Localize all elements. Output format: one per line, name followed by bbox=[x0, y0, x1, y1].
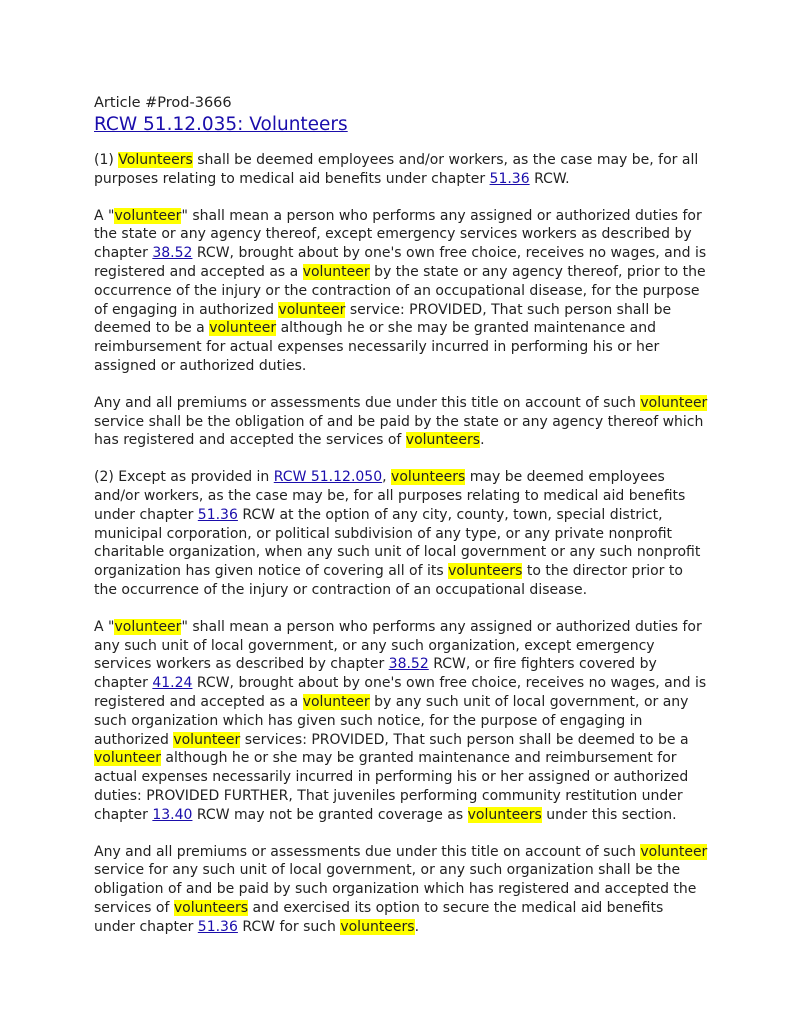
paragraph bbox=[94, 468, 708, 600]
text-segment: RCW, or fire fighters covered by chapter bbox=[94, 656, 657, 692]
text-segment: , bbox=[382, 469, 392, 486]
highlighted-term: volunteers bbox=[467, 806, 542, 823]
text-segment: service shall be the obligation of and be paid by the state or any agency thereof which has registered and accepted the services of bbox=[94, 413, 704, 449]
rcw-link[interactable]: 38.52 bbox=[152, 245, 193, 262]
article-title-link[interactable]: RCW 51.12.035: Volunteers bbox=[94, 114, 348, 135]
text-segment: " shall mean a person who performs any assigned or authorized duties for the state or any agency thereof, except emergency services workers as described by chapter bbox=[94, 207, 702, 262]
highlighted-term: volunteer bbox=[114, 618, 182, 635]
text-segment: . bbox=[414, 918, 420, 935]
highlighted-term: volunteer bbox=[302, 263, 370, 280]
highlighted-term: volunteers bbox=[173, 899, 249, 916]
rcw-link[interactable]: 51.36 bbox=[197, 506, 238, 523]
highlighted-term: volunteer bbox=[640, 394, 708, 411]
text-segment: services: PROVIDED, That such person shall be deemed to be a bbox=[240, 731, 689, 748]
text-segment: RCW. bbox=[529, 170, 570, 187]
paragraph bbox=[94, 207, 708, 376]
text-segment: RCW may not be granted coverage as bbox=[192, 806, 468, 823]
paragraph bbox=[94, 151, 708, 189]
text-segment: Any and all premiums or assessments due under this title on account of such bbox=[94, 394, 641, 411]
highlighted-term: volunteer bbox=[94, 750, 161, 767]
text-segment: shall be deemed employees and/or workers, as the case may be, for all purposes relating to medical aid benefits under chapter bbox=[94, 152, 699, 187]
text-segment: under this section. bbox=[541, 806, 677, 823]
text-segment: A " bbox=[94, 207, 115, 224]
rcw-link[interactable]: 51.36 bbox=[489, 170, 530, 187]
document-page bbox=[94, 94, 708, 954]
text-segment: service for any such unit of local government, or any such organization shall be the obligation of and be paid by such organization which has registered and accepted the services of bbox=[94, 862, 697, 916]
text-segment: A " bbox=[94, 618, 115, 635]
text-segment: and exercised its option to secure the medical aid benefits under chapter bbox=[94, 899, 664, 935]
rcw-link[interactable]: 51.36 bbox=[197, 918, 238, 935]
rcw-link[interactable]: 41.24 bbox=[152, 675, 193, 692]
text-segment: although he or she may be granted maintenance and reimbursement for actual expenses necessarily incurred in performing his or her assigned or authorized duties. bbox=[94, 320, 660, 374]
rcw-link[interactable]: 38.52 bbox=[388, 656, 429, 673]
rcw-link[interactable]: 13.40 bbox=[152, 806, 193, 823]
text-segment: RCW, brought about by one's own free choice, receives no wages, and is registered and accepted as a bbox=[94, 245, 707, 280]
highlighted-term: volunteer bbox=[114, 207, 182, 224]
text-segment: RCW for such bbox=[237, 918, 341, 935]
highlighted-term: volunteers bbox=[448, 563, 523, 580]
text-segment: " shall mean a person who performs any assigned or authorized duties for any such unit of local government, or any such organization, except emergency services workers as described by chapter bbox=[94, 618, 702, 673]
highlighted-term: volunteers bbox=[391, 469, 466, 486]
paragraph bbox=[94, 394, 708, 450]
paragraph bbox=[94, 843, 708, 937]
highlighted-term: Volunteers bbox=[118, 152, 193, 168]
document-body bbox=[94, 151, 708, 936]
highlighted-term: volunteer bbox=[302, 693, 370, 710]
highlighted-term: volunteer bbox=[173, 731, 241, 748]
text-segment: by the state or any agency thereof, prior to the occurrence of the injury or the contraction of an occupational disease, for the purpose of engaging in authorized bbox=[94, 263, 706, 318]
highlighted-term: volunteer bbox=[278, 301, 346, 318]
text-segment: although he or she may be granted maintenance and reimbursement for actual expenses necessarily incurred in performing his or her assigned or authorized duties: PROVIDED FURTHER, That juveniles performing community restitution under chapter bbox=[94, 750, 689, 823]
article-id: Article #Prod-3666 bbox=[94, 95, 232, 111]
text-segment: to the director prior to the occurrence of the injury or contraction of an occupational disease. bbox=[94, 563, 683, 598]
highlighted-term: volunteers bbox=[340, 918, 415, 935]
text-segment: by any such unit of local government, or any such organization which has given such notice, for the purpose of engaging in authorized bbox=[94, 693, 689, 748]
text-segment: . bbox=[480, 432, 485, 449]
rcw-link[interactable]: RCW 51.12.050 bbox=[273, 469, 383, 486]
text-segment: (1) bbox=[94, 152, 119, 168]
highlighted-term: volunteer bbox=[209, 320, 277, 337]
text-segment: RCW, brought about by one's own free choice, receives no wages, and is registered and accepted as a bbox=[94, 675, 707, 710]
paragraph bbox=[94, 618, 708, 825]
text-segment: may be deemed employees and/or workers, as the case may be, for all purposes relating to medical aid benefits under chapter bbox=[94, 469, 686, 523]
highlighted-term: volunteers bbox=[405, 432, 481, 449]
text-segment: RCW at the option of any city, county, town, special district, municipal corporation, or political subdivision of any type, or any private nonprofit charitable organization, when any such unit of local government or any such nonprofit organization has given notice of covering all of its bbox=[94, 506, 701, 580]
text-segment: service: PROVIDED, That such person shall be deemed to be a bbox=[94, 301, 672, 337]
text-segment: (2) Except as provided in bbox=[94, 469, 274, 486]
highlighted-term: volunteer bbox=[640, 843, 708, 860]
text-segment: Any and all premiums or assessments due under this title on account of such bbox=[94, 843, 641, 860]
